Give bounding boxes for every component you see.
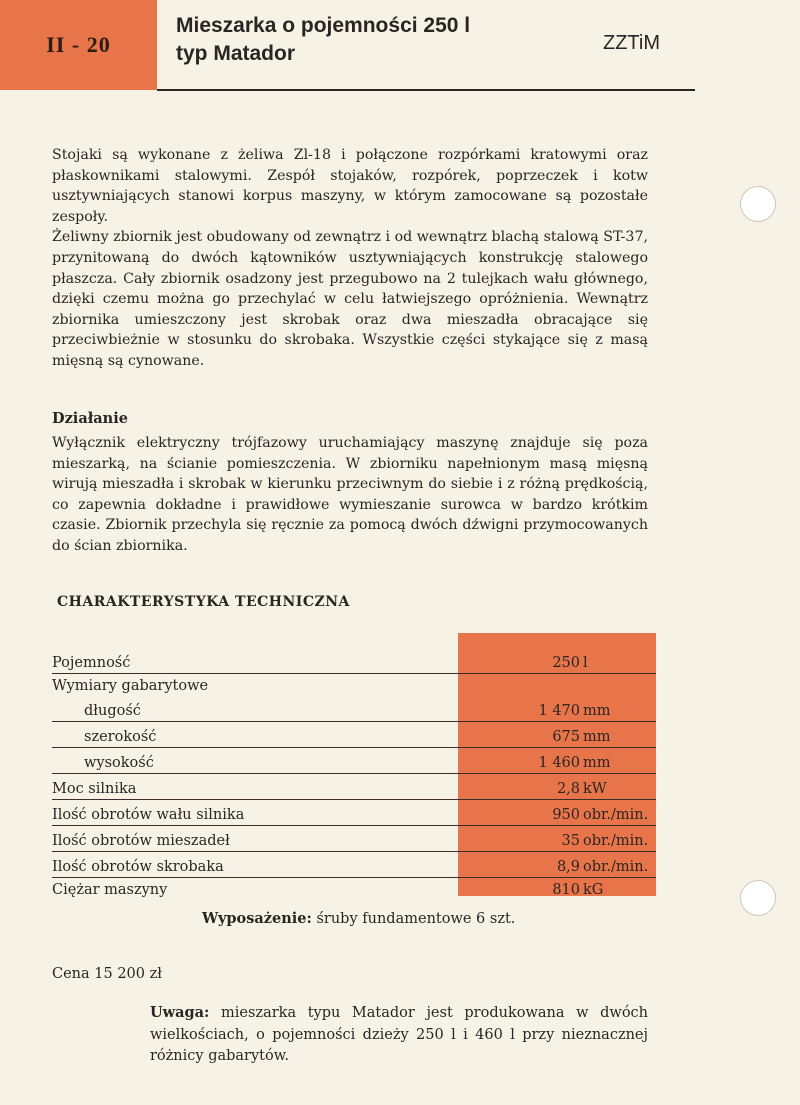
spec-row-scraper-rpm (52, 852, 656, 878)
spec-label: szerokość (84, 729, 157, 745)
note (150, 1002, 648, 1068)
spec-unit: mm (583, 729, 611, 745)
catalog-code: II - 20 (46, 32, 111, 57)
binder-hole (740, 880, 776, 916)
specs-heading: CHARAKTERYSTYKA TECHNICZNA (57, 594, 350, 610)
spec-label: Ilość obrotów mieszadeł (52, 833, 230, 849)
description-paragraph-2: Żeliwny zbiornik jest obudowany od zewnątrz i od wewnątrz blachą stalową ST-37, przynitowaną do dwóch kątowników usztywniających konstrukcję stalowego płaszcza. Cały zbiornik osadzony jest przegubowo na 2 tulejkach wału głównego, dzięki czemu można go przechylać w celu łatwiejszego opróżnienia. Wewnątrz zbiornika umieszczony jest skrobak oraz dwa mieszadła obracające się przeciwbieżnie w stosunku do skrobaka. Wszystkie części stykające się z masą mięsną są cynowane. (52, 229, 648, 369)
spec-row-mixer-rpm (52, 826, 656, 852)
spec-value: 250 (552, 655, 580, 671)
spec-row-width (52, 722, 656, 748)
spec-unit: mm (583, 703, 611, 719)
spec-unit: mm (583, 755, 611, 771)
spec-unit: obr./min. (583, 833, 649, 849)
spec-row-capacity (52, 648, 656, 674)
spec-label: wysokość (84, 755, 154, 771)
spec-label: Pojemność (52, 655, 131, 671)
spec-label: Ilość obrotów skrobaka (52, 859, 224, 875)
spec-value: 675 (552, 729, 580, 745)
page-header (0, 0, 800, 92)
spec-row-motor-rpm (52, 800, 656, 826)
spec-value: 810 (552, 882, 580, 898)
spec-row-height (52, 748, 656, 774)
organization-mark: ZZTiM (603, 32, 661, 54)
description-paragraph-1: Stojaki są wykonane z żeliwa Zl-18 i połączone rozpórkami kratowymi oraz płaskownikami stalowymi. Zespół stojaków, rozpórek, poprzeczek i kotw usztywniających stanowi korpus maszyny, w którym zamocowane są pozostałe zespoły. (52, 147, 648, 225)
spec-label: Wymiary gabarytowe (52, 678, 209, 694)
spec-unit: obr./min. (583, 807, 649, 823)
spec-value: 2,8 (556, 781, 580, 797)
title-line-1: Mieszarka o pojemności 250 l (176, 14, 471, 37)
spec-row-weight (52, 878, 656, 900)
spec-unit: obr./min. (583, 859, 649, 875)
spec-value: 1 470 (538, 703, 580, 719)
spec-row-power (52, 774, 656, 800)
spec-value: 1 460 (538, 755, 580, 771)
equipment-label: Wyposażenie: (202, 910, 312, 927)
price: Cena 15 200 zł (52, 966, 162, 982)
note-label: Uwaga: (150, 1004, 210, 1021)
spec-value: 8,9 (556, 859, 580, 875)
spec-label: Moc silnika (52, 781, 137, 797)
title-line-2: typ Matador (176, 42, 296, 65)
binder-hole (740, 186, 776, 222)
spec-value: 950 (552, 807, 580, 823)
operation-text: Wyłącznik elektryczny trójfazowy uruchamiający maszynę znajduje się poza mieszarką, na ścianie pomieszczenia. W zbiorniku napełnionym masą mięsną wirują mieszadła i skrobak w kierunku przeciwnym do siebie i z różną prędkością, co zapewnia dokładne i prawidłowe wymieszanie surowca w bardzo krótkim czasie. Zbiornik przechyla się ręcznie za pomocą dwóch dźwigni przymocowanych do ścian zbiornika. (52, 435, 648, 554)
spec-unit: l (583, 655, 588, 671)
operation-heading: Działanie (52, 410, 128, 427)
header-rule (157, 89, 695, 91)
note-text: mieszarka typu Matador jest produkowana w dwóch wielkościach, o pojemności dzieży 250 l i 460 l przy nieznacznej różnicy gabarytów. (150, 1005, 649, 1064)
spec-unit: kW (583, 781, 607, 797)
spec-row-dimensions-label (52, 674, 656, 696)
operation-section (52, 433, 648, 557)
specs-table (52, 648, 656, 900)
equipment-line (202, 910, 515, 927)
spec-label: Ciężar maszyny (52, 882, 168, 898)
spec-row-length (52, 696, 656, 722)
spec-unit: kG (583, 882, 604, 898)
description-section (52, 145, 648, 372)
spec-label: długość (84, 703, 141, 719)
equipment-text: śruby fundamentowe 6 szt. (316, 911, 516, 927)
spec-label: Ilość obrotów wału silnika (52, 807, 245, 823)
catalog-code-box (0, 0, 157, 90)
page-title (176, 12, 470, 68)
spec-value: 35 (561, 833, 580, 849)
